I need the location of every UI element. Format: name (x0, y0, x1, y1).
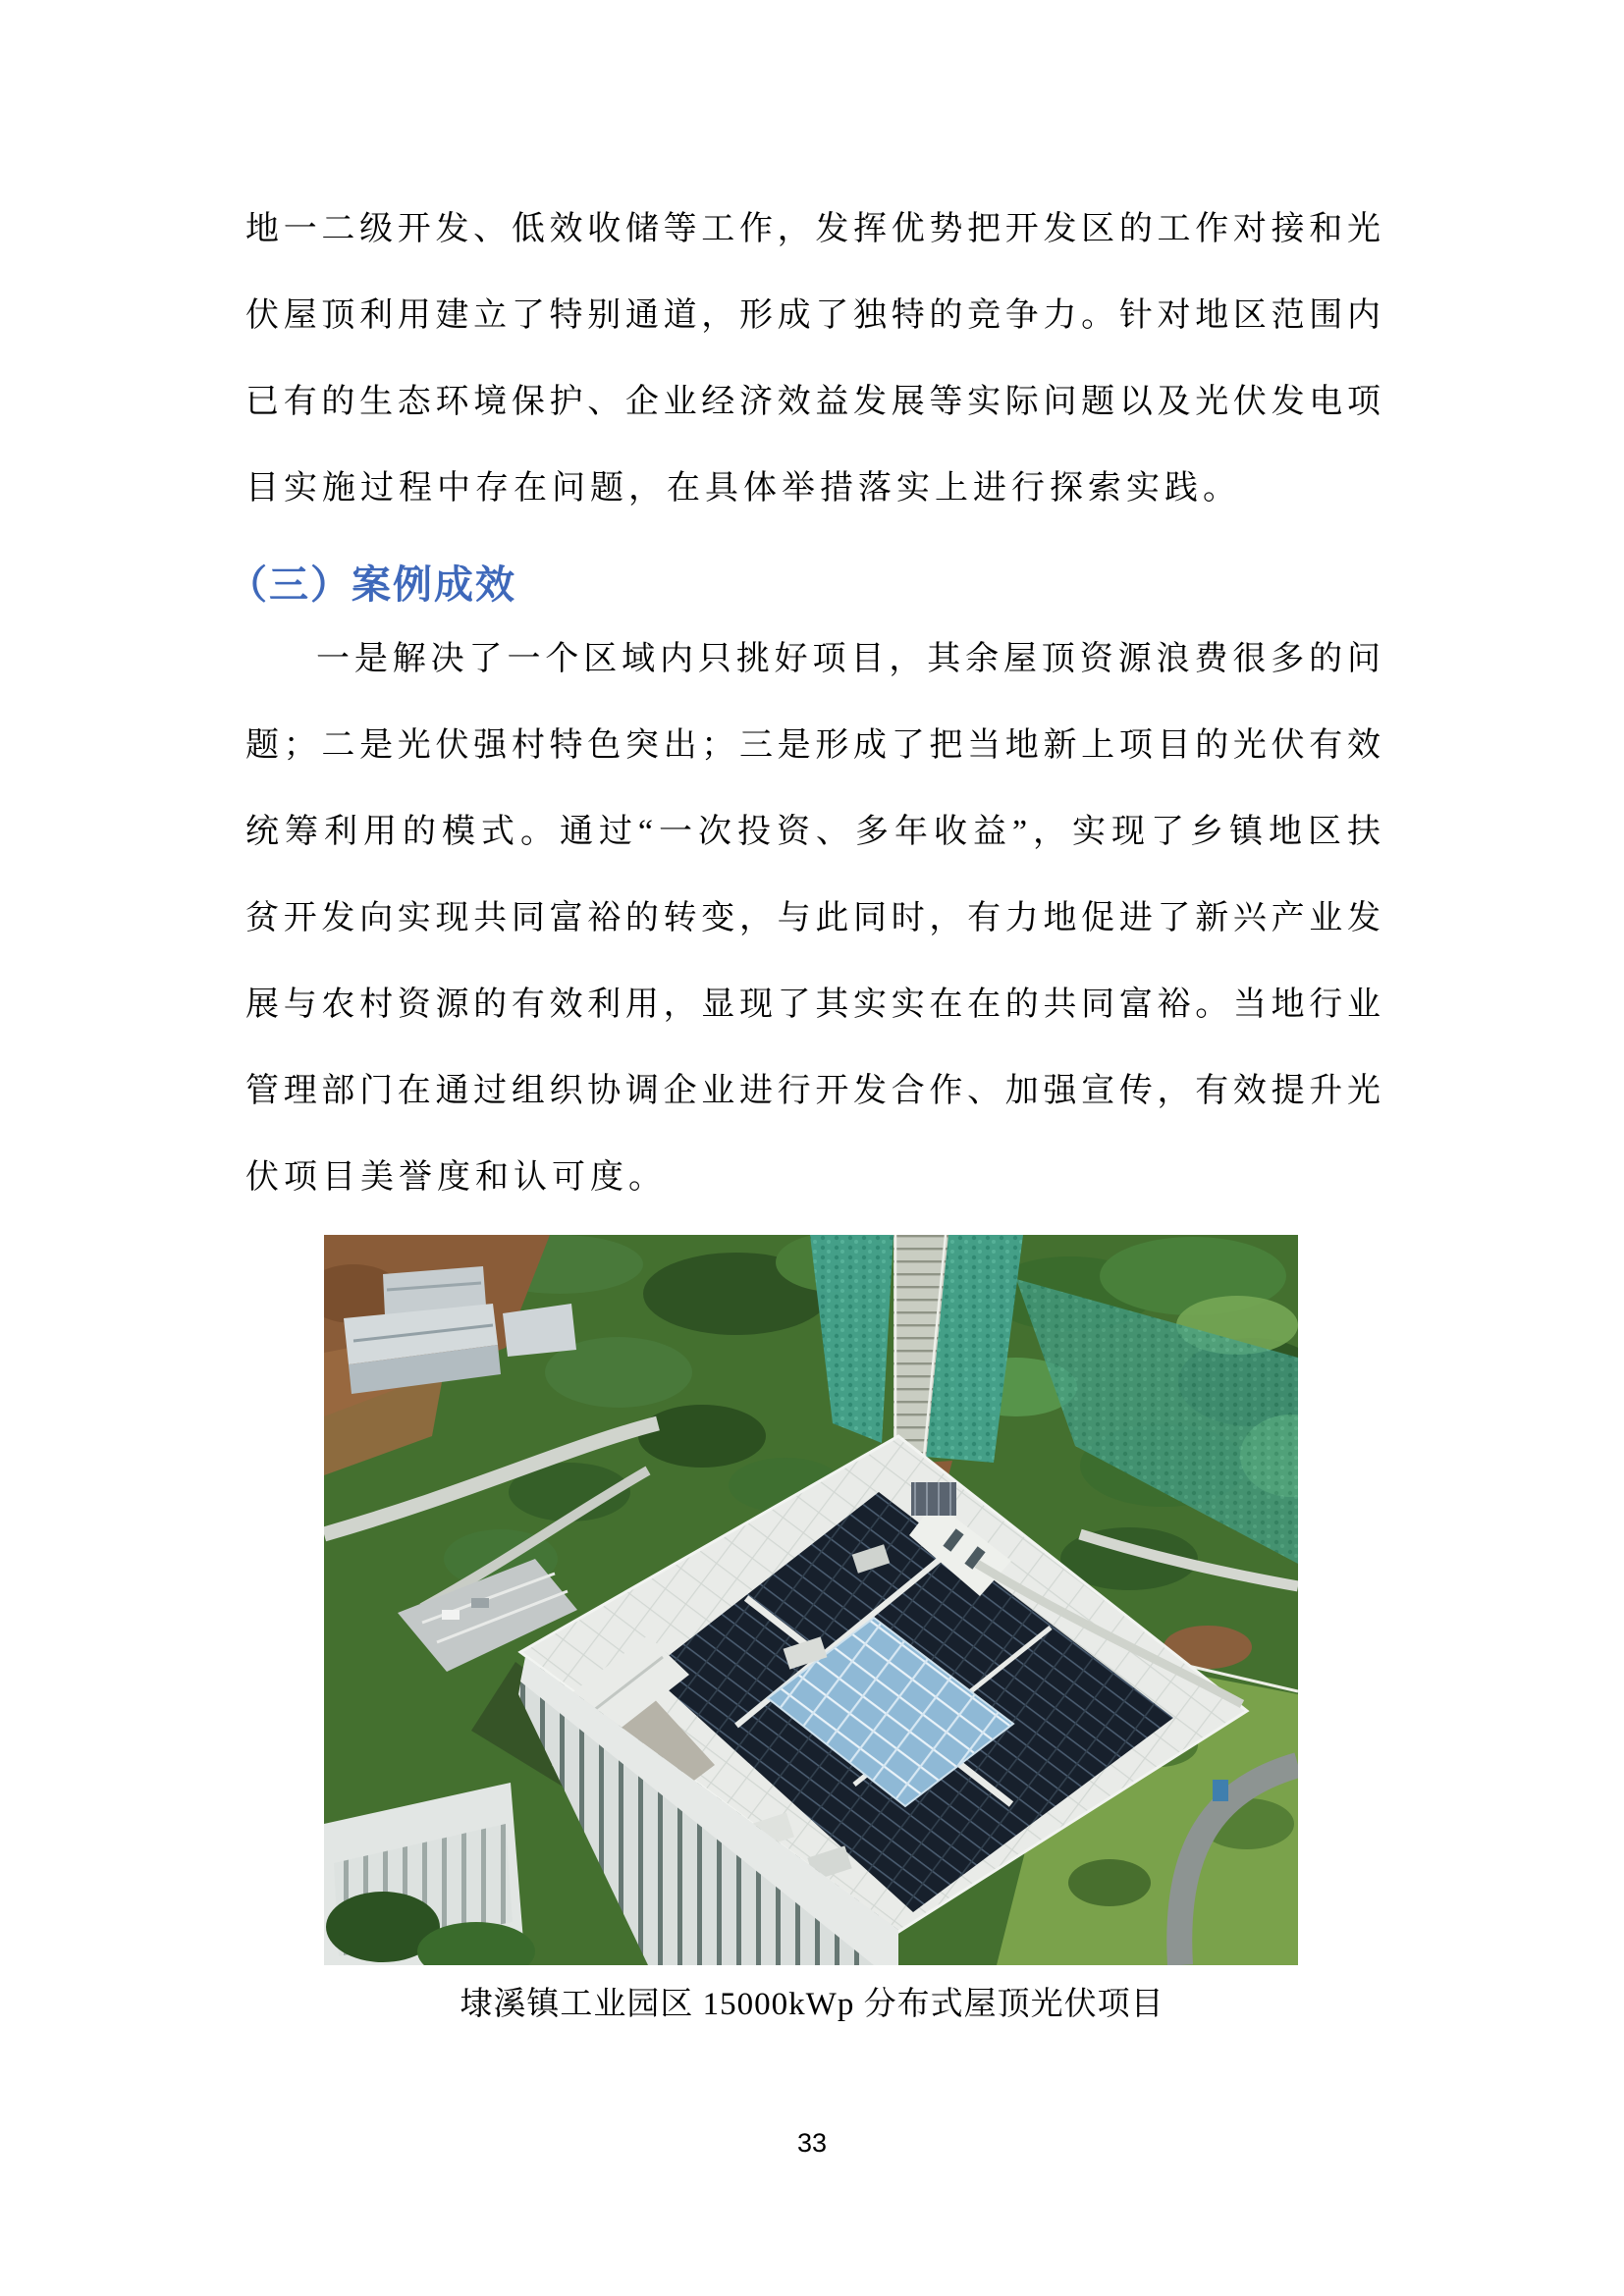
paragraph-line: 题；二是光伏强村特色突出；三是形成了把当地新上项目的光伏有效 (245, 727, 1380, 764)
paragraph-line: 已有的生态环境保护、企业经济效益发展等实际问题以及光伏发电项 (245, 384, 1380, 420)
paragraph-line: 管理部门在通过组织协调企业进行开发合作、加强宣传，有效提升光 (245, 1073, 1380, 1109)
paragraph-line: 目实施过程中存在问题，在具体举措落实上进行探索实践。 (245, 470, 1241, 507)
paragraph-line: 伏项目美誉度和认可度。 (245, 1159, 667, 1196)
paragraph-line: 伏屋顶利用建立了特别通道，形成了独特的竞争力。针对地区范围内 (245, 297, 1380, 334)
paragraph-line: 展与农村资源的有效利用，显现了其实实在在的共同富裕。当地行业 (245, 987, 1380, 1023)
paragraph-line: 统筹利用的模式。通过“一次投资、多年收益”，实现了乡镇地区扶 (245, 814, 1380, 850)
paragraph-line: 一是解决了一个区域内只挑好项目，其余屋顶资源浪费很多的问 (316, 641, 1380, 677)
section-heading: （三）案例成效 (228, 563, 516, 607)
paragraph-line: 贫开发向实现共同富裕的转变，与此同时，有力地促进了新兴产业发 (245, 900, 1380, 936)
page-number: 33 (796, 2128, 828, 2158)
paragraph-2 (245, 616, 1380, 1221)
photo-caption: 埭溪镇工业园区 15000kWp 分布式屋顶光伏项目 (460, 1987, 1164, 2022)
paragraph-line: 地一二级开发、低效收储等工作，发挥优势把开发区的工作对接和光 (245, 211, 1380, 247)
paragraph-1 (245, 187, 1380, 532)
photo-aerial-rooftop-solar (324, 1235, 1298, 1965)
